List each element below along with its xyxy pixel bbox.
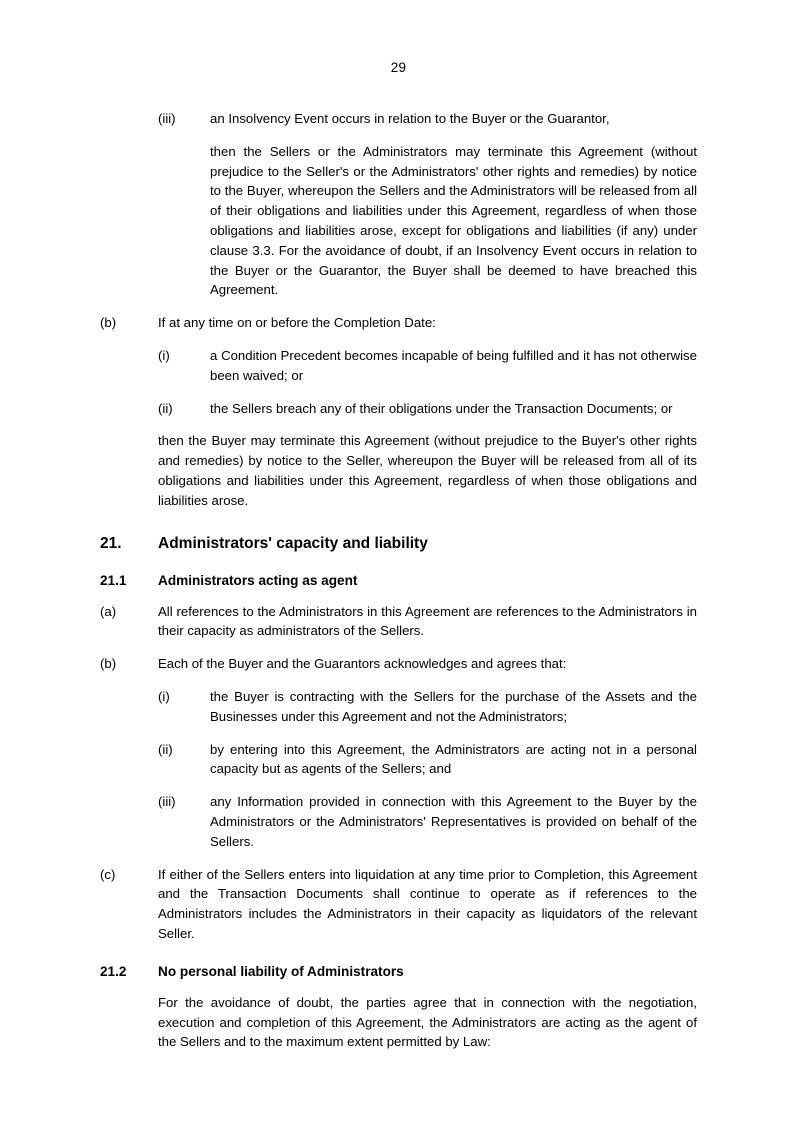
list-marker: (i) <box>158 347 170 363</box>
continuation-paragraph: then the Sellers or the Administrators may terminate this Agreement (without prejudice to the Seller's or the Administrators' other rights and remedies) by notice to the Buyer, whereupon the Sellers and the Administrators will be released from all of their obligations and liabilities under this Agreement, regardless of when those obligations and liabilities arose, except for obligations and liabilities (if any) under clause 3.3. For the avoidance of doubt, if an Insolvency Event occurs in relation to the Buyer or the Guarantor, the Buyer shall be deemed to have breached this Agreement. <box>210 143 697 298</box>
list-item <box>100 740 697 780</box>
list-item <box>100 346 697 386</box>
list-item-text: All references to the Administrators in this Agreement are references to the Administrators in their capacity as administrators of the Sellers. <box>158 603 697 639</box>
list-item-text: a Condition Precedent becomes incapable of being fulfilled and it has not otherwise been waived; or <box>210 347 697 383</box>
list-marker: (c) <box>100 866 116 882</box>
list-item <box>100 687 697 727</box>
list-item <box>100 109 697 129</box>
list-marker: (b) <box>100 315 117 331</box>
list-item-text: by entering into this Agreement, the Administrators are acting not in a personal capacity but as agents of the Sellers; and <box>210 741 697 777</box>
list-item <box>100 399 697 419</box>
list-item <box>100 865 697 944</box>
list-item-text: the Sellers breach any of their obligations under the Transaction Documents; or <box>210 400 673 416</box>
continuation-paragraph: then the Buyer may terminate this Agreement (without prejudice to the Buyer's other rights and remedies) by notice to the Seller, whereupon the Buyer will be released from all of its obligations and liabilities under this Agreement, regardless of when those obligations and liabilities arose. <box>158 433 697 508</box>
list-marker: (ii) <box>158 400 173 416</box>
clause-number: 21. <box>100 534 122 552</box>
list-marker: (b) <box>100 656 117 672</box>
list-item-text: an Insolvency Event occurs in relation to the Buyer or the Guarantor, <box>210 111 610 126</box>
list-item-text: any Information provided in connection with this Agreement to the Buyer by the Administrators or the Administrators' Representatives is provided on behalf of the Sellers. <box>210 794 697 849</box>
list-item-text: Each of the Buyer and the Guarantors acknowledges and agrees that: <box>158 656 567 672</box>
list-marker: (i) <box>158 688 170 704</box>
subclause-heading <box>100 964 697 979</box>
clause-title: Administrators' capacity and liability <box>158 534 428 552</box>
list-marker: (iii) <box>158 794 176 810</box>
page-number: 29 <box>390 60 407 75</box>
list-marker: (a) <box>100 603 117 619</box>
list-item-text: If either of the Sellers enters into liquidation at any time prior to Completion, this Agreement and the Transaction Documents shall continue to operate as if references to the Administrators includes the Administrators in their capacity as liquidators of the relevant Seller. <box>158 866 697 941</box>
list-marker: (ii) <box>158 741 173 757</box>
list-item <box>100 313 697 333</box>
list-item <box>100 602 697 642</box>
subclause-title: Administrators acting as agent <box>158 572 358 588</box>
list-marker: (iii) <box>158 111 176 126</box>
list-item-text: the Buyer is contracting with the Sellers for the purchase of the Assets and the Businesses under this Agreement and not the Administrators; <box>210 688 697 724</box>
subclause-number: 21.2 <box>100 963 127 979</box>
list-item-text: If at any time on or before the Completion Date: <box>158 315 436 331</box>
list-item <box>100 792 697 851</box>
clause-heading <box>100 535 697 553</box>
subclause-heading <box>100 573 697 588</box>
subclause-title: No personal liability of Administrators <box>158 963 404 979</box>
paragraph: For the avoidance of doubt, the parties agree that in connection with the negotiation, execution and completion of this Agreement, the Administrators are acting as the agent of the Sellers and to the maximum extent permitted by Law: <box>158 994 697 1050</box>
list-item <box>100 654 697 674</box>
subclause-number: 21.1 <box>100 572 127 588</box>
